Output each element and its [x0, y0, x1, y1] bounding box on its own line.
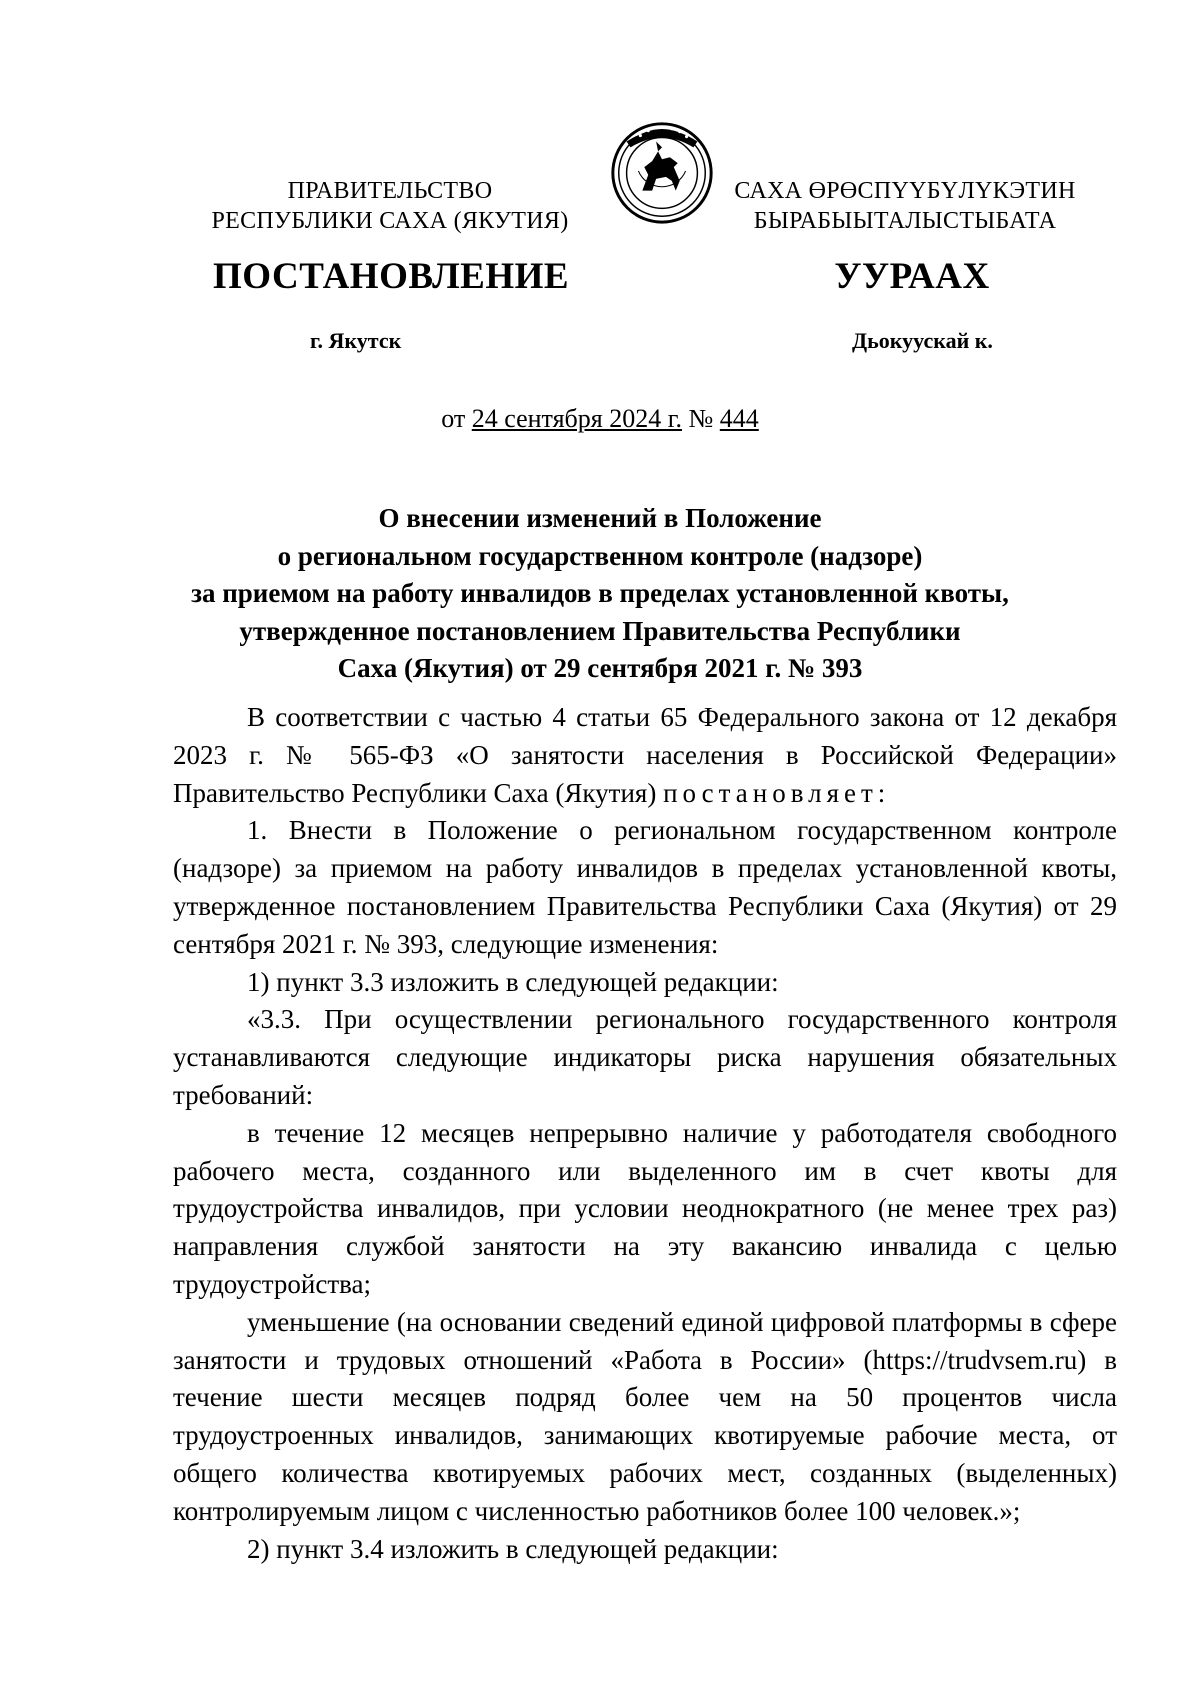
- doc-type-sakha: УУРААХ: [834, 256, 990, 297]
- government-name-ru-line2: РЕСПУБЛИКИ САХА (ЯКУТИЯ): [211, 208, 569, 234]
- city-sakha: Дьокуускай к.: [852, 328, 993, 353]
- government-name-sakha: [705, 176, 1105, 236]
- body-paragraph: «3.3. При осуществлении регионального государственного контроля устанавливаются следующие индикаторы риска нарушения обязательных требований:: [173, 1004, 1117, 1110]
- document-dateline: [0, 404, 1200, 434]
- government-name-ru: [170, 176, 610, 236]
- government-name-sakha-line2: БЫРАБЫЫТАЛЫСТЫБАТА: [753, 208, 1057, 234]
- body-paragraph: [173, 699, 1117, 812]
- body-paragraph: 1. Внести в Положение о региональном государственном контроле (надзоре) за приемом на работу инвалидов в пределах установленной квоты, утвержденное постановлением Правительства Республики Саха (Якутия) от 29 сентября 2021 г. № 393, следующие изменения:: [173, 815, 1117, 959]
- title-line: Саха (Якутия) от 29 сентября 2021 г. № 393: [337, 653, 863, 683]
- government-name-sakha-line1: САХА ӨРӨСПYYБYЛYКЭТИН: [734, 178, 1076, 204]
- dateline-prefix: от: [441, 404, 466, 433]
- title-line: О внесении изменений в Положение: [378, 503, 822, 533]
- doc-type-ru: ПОСТАНОВЛЕНИЕ: [213, 256, 570, 297]
- document-body: [173, 699, 1117, 1568]
- city-ru: г. Якутск: [310, 328, 402, 353]
- number-sign: №: [688, 404, 714, 433]
- title-line: о региональном государственном контроле (надзоре): [277, 540, 923, 571]
- government-name-ru-line1: ПРАВИТЕЛЬСТВО: [287, 178, 493, 204]
- body-paragraph: уменьшение (на основании сведений единой цифровой платформы в сфере занятости и трудовых отношений «Работа в России» (https://trudvsem.ru) в течение шести месяцев подряд более чем на 50 процентов числа трудоустроенных инвалидов, занимающих квотируемые рабочие места, от общего количества квотируемых рабочих мест, созданных (выделенных) контролируемым лицом с численностью работников более 100 человек.»;: [173, 1306, 1117, 1526]
- document-title: [150, 500, 1050, 688]
- body-paragraph: в течение 12 месяцев непрерывно наличие у работодателя свободного рабочего места, созданного или выделенного им в счет квоты для трудоустройства инвалидов, при условии неоднократного (не менее трех раз) направления службой занятости на эту вакансию инвалида с целью трудоустройства;: [173, 1117, 1117, 1299]
- document-number: 444: [719, 404, 759, 433]
- coat-of-arms-icon: [603, 112, 721, 230]
- document-date: 24 сентября 2024 г.: [471, 404, 682, 433]
- body-paragraph: 2) пункт 3.4 изложить в следующей редакции:: [247, 1533, 779, 1564]
- resolves-word: постановляет:: [663, 777, 891, 808]
- body-paragraph: 1) пункт 3.3 изложить в следующей редакции:: [247, 966, 779, 997]
- title-line: утвержденное постановлением Правительства Республики: [239, 615, 961, 646]
- title-line: за приемом на работу инвалидов в пределах установленной квоты,: [191, 578, 1009, 608]
- preamble-text: В соответствии с частью 4 статьи 65 Федерального закона от 12 декабря 2023 г. № 565-ФЗ «О занятости населения в Российской Федерации» Правительство Республики Саха (Якутия): [173, 702, 1117, 808]
